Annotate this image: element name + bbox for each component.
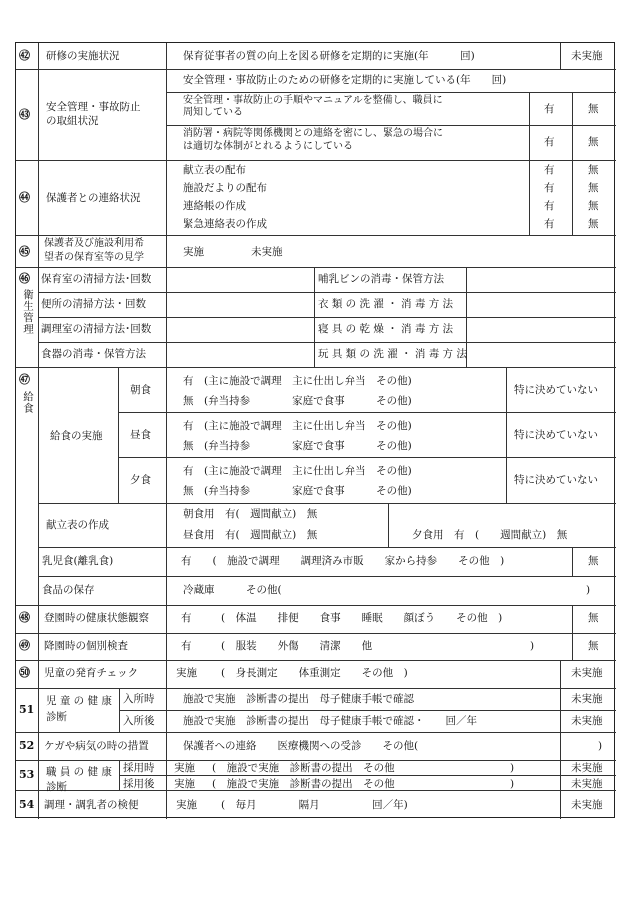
option-yes: 有 — [544, 164, 555, 176]
row-divider — [38, 503, 616, 504]
row-number: ㊿ — [19, 666, 30, 679]
col-divider — [314, 267, 315, 367]
status-not-done: 未実施 — [571, 762, 603, 774]
status-not-done: 未実施 — [571, 667, 603, 679]
meal-dinner: 夕食 — [130, 474, 151, 486]
row-divider — [118, 412, 616, 413]
option-no: 無 — [588, 103, 599, 115]
hygiene-item: 寝 具 の 乾 燥 ・ 消 毒 方 法 — [318, 323, 454, 335]
col-divider — [529, 160, 530, 235]
option-done: 実施 — [176, 799, 197, 811]
col-divider — [572, 605, 573, 660]
side-label-meals: 給食 — [22, 391, 34, 414]
row-divider — [38, 317, 616, 318]
col-divider — [560, 43, 561, 69]
option-not-done: 未実施 — [251, 246, 283, 258]
staff-health-close: ) — [510, 778, 515, 790]
row-label: 望者の保育室等の見学 — [44, 252, 144, 263]
meal-no-line: 無 (弁当持参 家庭で食事 その他) — [183, 485, 412, 497]
status-not-done: 未実施 — [571, 799, 603, 811]
health-observation-line: ( 体温 排便 食事 睡眠 顔ぼう その他 ) — [221, 612, 503, 624]
staff-health-line: ( 施設で実施 診断書の提出 その他 — [212, 778, 395, 790]
row-label: 保護者及び施設利用希 — [44, 238, 144, 249]
sub-label-after-hiring: 採用後 — [123, 778, 155, 790]
row-divider — [16, 660, 616, 661]
status-not-done: 未実施 — [571, 778, 603, 790]
contact-item: 連絡帳の作成 — [183, 200, 246, 212]
contact-item: 施設だよりの配布 — [183, 182, 267, 194]
departure-check-close: ) — [530, 640, 535, 652]
option-no: 無 — [588, 200, 599, 212]
stool-test-line: ( 毎月 隔月 回／年) — [221, 799, 408, 811]
meal-yes-line: 有 (主に施設で調理 主に仕出し弁当 その他) — [183, 375, 412, 387]
infant-food-label: 乳児食(離乳食) — [42, 555, 114, 567]
row-label: 診断 — [46, 781, 67, 793]
row-divider — [16, 367, 616, 368]
departure-check-line: ( 服装 外傷 清潔 他 — [221, 640, 373, 652]
col-divider — [388, 503, 389, 547]
col-divider — [166, 43, 167, 267]
row-label: 診断 — [46, 711, 67, 723]
option-yes: 有 — [544, 200, 555, 212]
option-no: 無 — [588, 218, 599, 230]
child-health-line-2: 施設で実施 診断書の提出 母子健康手帳で確認・ 回／年 — [183, 715, 477, 727]
meal-yes-line: 有 (主に施設で調理 主に仕出し弁当 その他) — [183, 420, 412, 432]
col-divider — [118, 367, 119, 503]
row-label: 児童の発育チェック — [44, 667, 139, 679]
sub-label-hiring: 採用時 — [123, 762, 155, 774]
row-number: ㊸ — [19, 108, 30, 121]
safety-line-1: 安全管理・事故防止のための研修を定期的に実施している(年 回) — [183, 74, 507, 86]
option-no: 無 — [588, 555, 599, 567]
row-label: 安全管理・事故防止 — [46, 101, 141, 113]
hygiene-item: 玩 具 類 の 洗 濯 ・ 消 毒 方 法 — [318, 348, 467, 360]
row-label: 登園時の健康状態観察 — [44, 612, 149, 624]
col-divider — [572, 547, 573, 576]
col-divider — [166, 367, 167, 605]
row-divider — [166, 92, 616, 93]
sub-label-admission: 入所時 — [123, 693, 155, 705]
option-no: 無 — [588, 640, 599, 652]
option-no: 無 — [588, 612, 599, 624]
inspection-form — [15, 42, 615, 818]
row-label: 児 童 の 健 康 — [46, 695, 112, 707]
row-label: 降園時の個別検査 — [44, 640, 128, 652]
row-divider — [16, 267, 616, 268]
storage-line: 冷蔵庫 その他( — [183, 584, 282, 596]
row-label: 保護者との連絡状況 — [46, 192, 141, 204]
hygiene-item: 保育室の清掃方法･回数 — [41, 273, 152, 285]
row-number: ㊺ — [19, 245, 30, 258]
meal-impl-label: 給食の実施 — [50, 430, 103, 442]
option-yes: 有 — [181, 640, 192, 652]
row-number: ㊾ — [19, 639, 30, 652]
meal-no-line: 無 (弁当持参 家庭で食事 その他) — [183, 395, 412, 407]
hygiene-item: 便所の清掃方法・回数 — [41, 298, 146, 310]
status-not-done: 未実施 — [571, 715, 603, 727]
contact-item: 献立表の配布 — [183, 164, 246, 176]
row-divider — [16, 633, 616, 634]
option-no: 無 — [588, 136, 599, 148]
staff-health-close: ) — [510, 762, 515, 774]
row-divider — [38, 292, 616, 293]
menu-label: 献立表の作成 — [46, 519, 109, 531]
col-divider — [506, 367, 507, 503]
option-yes: 有 — [544, 182, 555, 194]
col-divider — [166, 605, 167, 660]
safety-line-2b: 周知している — [183, 107, 243, 118]
safety-line-3b: は適切な体制がとれるようにしている — [183, 141, 353, 152]
row-divider — [16, 688, 616, 689]
hygiene-item: 哺乳ビンの消毒・保管方法 — [318, 273, 444, 285]
row-label: 職 員 の 健 康 — [46, 766, 112, 778]
menu-lunch: 昼食用 有( 週間献立) 無 — [183, 529, 318, 541]
menu-dinner: 夕食用 有 ( 週間献立) 無 — [412, 529, 568, 541]
row-divider — [16, 732, 616, 733]
row-divider — [38, 576, 616, 577]
storage-label: 食品の保存 — [42, 584, 95, 596]
row-number: ㊹ — [19, 191, 30, 204]
row-number: ㊼ — [19, 373, 30, 386]
col-divider — [38, 605, 39, 819]
option-done: 実施 — [174, 778, 195, 790]
option-yes: 有 — [544, 218, 555, 230]
option-no: 無 — [588, 182, 599, 194]
safety-line-3a: 消防署・病院等関係機関との連絡を密にし、緊急の場合に — [183, 128, 443, 139]
col-divider — [572, 92, 573, 160]
meal-unset: 特に決めていない — [514, 429, 598, 441]
row-divider — [119, 775, 616, 776]
injury-measure-line: 保護者への連絡 医療機関への受診 その他( — [183, 740, 419, 752]
meal-unset: 特に決めていない — [514, 384, 598, 396]
infant-food-line: 有 ( 施設で調理 調理済み市販 家から持参 その他 ) — [181, 555, 505, 567]
child-health-line-1: 施設で実施 診断書の提出 母子健康手帳で確認 — [183, 693, 414, 705]
row-divider — [16, 605, 616, 606]
col-divider — [166, 660, 167, 688]
row-divider — [16, 760, 616, 761]
meal-lunch: 昼食 — [130, 429, 151, 441]
row-label: 調理・調乳者の検便 — [44, 799, 139, 811]
option-done: 実施 — [183, 246, 204, 258]
meal-breakfast: 朝食 — [130, 384, 151, 396]
status-not-done: 未実施 — [571, 693, 603, 705]
meal-no-line: 無 (弁当持参 家庭で食事 その他) — [183, 440, 412, 452]
row-number: ㊽ — [19, 611, 30, 624]
injury-measure-close: ) — [598, 740, 603, 752]
growth-check-line: ( 身長測定 体重測定 その他 ) — [221, 667, 408, 679]
option-yes: 有 — [181, 612, 192, 624]
row-divider — [16, 69, 616, 70]
option-no: 無 — [588, 164, 599, 176]
meal-yes-line: 有 (主に施設で調理 主に仕出し弁当 その他) — [183, 465, 412, 477]
status-not-done: 未実施 — [571, 50, 603, 62]
row-divider — [16, 235, 616, 236]
storage-close: ) — [586, 584, 591, 596]
contact-item: 緊急連絡表の作成 — [183, 218, 267, 230]
col-divider — [529, 92, 530, 160]
row-divider — [119, 710, 616, 711]
row-label: ケガや病気の時の措置 — [44, 740, 149, 752]
row-divider — [16, 160, 616, 161]
option-done: 実施 — [174, 762, 195, 774]
row-number: 51 — [19, 703, 35, 716]
staff-health-line: ( 施設で実施 診断書の提出 その他 — [212, 762, 395, 774]
row-number: 54 — [19, 798, 35, 811]
option-done: 実施 — [176, 667, 197, 679]
row-divider — [38, 342, 616, 343]
hygiene-item: 衣 類 の 洗 濯 ・ 消 毒 方 法 — [318, 298, 454, 310]
row-number: ㊻ — [19, 272, 30, 285]
row-label: 研修の実施状況 — [46, 50, 120, 62]
safety-line-2a: 安全管理・事故防止の手順やマニュアルを整備し、職員に — [183, 95, 443, 106]
col-divider — [38, 43, 39, 267]
col-divider — [572, 160, 573, 235]
row-divider — [118, 457, 616, 458]
col-divider — [166, 267, 167, 367]
col-divider — [166, 688, 167, 819]
sub-label-after-admission: 入所後 — [123, 715, 155, 727]
hygiene-item: 調理室の清掃方法･回数 — [41, 323, 152, 335]
hygiene-item: 食器の消毒・保管方法 — [41, 348, 146, 360]
option-yes: 有 — [544, 103, 555, 115]
menu-breakfast: 朝食用 有( 週間献立) 無 — [183, 508, 318, 520]
col-divider — [560, 660, 561, 819]
option-yes: 有 — [544, 136, 555, 148]
row-label: の取組状況 — [46, 115, 99, 127]
training-text: 保育従事者の質の向上を図る研修を定期的に実施(年 回) — [183, 50, 475, 62]
row-number: 53 — [19, 768, 35, 781]
row-number: 52 — [19, 739, 35, 752]
meal-unset: 特に決めていない — [514, 474, 598, 486]
row-divider — [166, 125, 616, 126]
row-divider — [38, 547, 616, 548]
row-number: ㊷ — [19, 49, 30, 62]
side-label-hygiene: 衛生管理 — [22, 289, 34, 335]
